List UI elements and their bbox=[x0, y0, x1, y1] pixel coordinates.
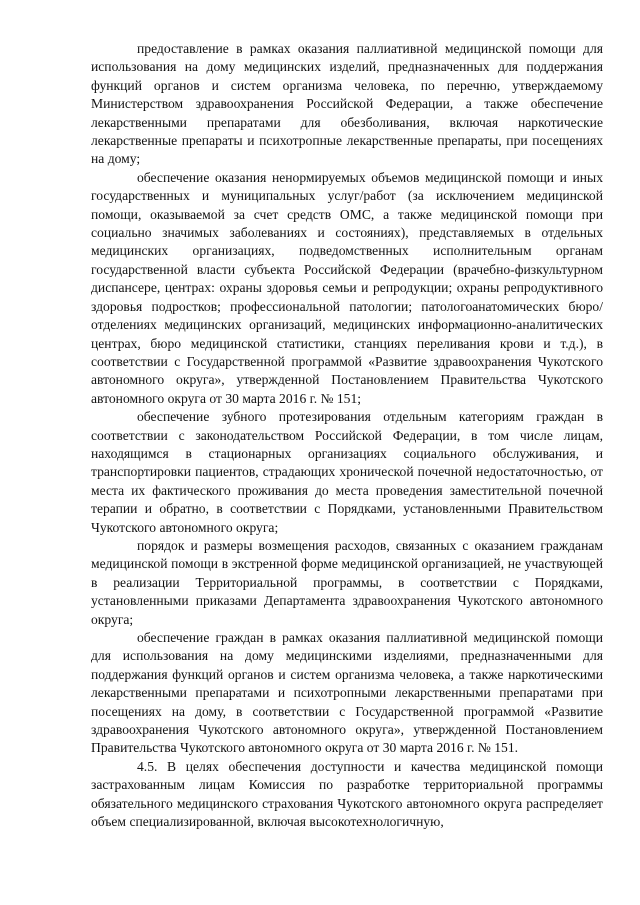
document-page bbox=[91, 40, 603, 831]
paragraph-palliative-devices: предоставление в рамках оказания паллиативной медицинской помощи для использования на дому медицинских изделий, предназначенных для поддержания функций органов и систем организма человека, по перечню, утверждаемому Министерством здравоохранения Российской Федерации, а также обеспечение лекарственными препаратами для обезболивания, включая наркотические лекарственные препараты и психотропные лекарственные препараты, при посещениях на дому; bbox=[91, 41, 603, 167]
paragraph-non-normed-volumes: обеспечение оказания ненормируемых объемов медицинской помощи и иных государственных и муниципальных услуг/работ (за исключением медицинской помощи, оказываемой за счет средств ОМС, а также медицинской помощи при социально значимых заболеваниях и состояниях), представляемых в отдельных медицинских организациях, подведомственных исполнительным органам государственной власти субъекта Российской Федерации (врачебно-физкультурном диспансере, центрах: охраны здоровья семьи и репродукции; охраны репродуктивного здоровья подростков; профессиональной патологии; патологоанатомических бюро/отделениях медицинских организаций, медицинских информационно-аналитических центрах, бюро медицинской статистики, станциях переливания крови и т.д.), в соответствии с Государственной программой «Развитие здравоохранения Чукотского автономного округа», утвержденной Постановлением Правительства Чукотского автономного округа от 30 марта 2016 г. № 151; bbox=[91, 169, 603, 406]
paragraph-dental-prosthetics: обеспечение зубного протезирования отдельным категориям граждан в соответствии с законодательством Российской Федерации, в том числе лицам, находящимся в стационарных организациях социального обслуживания, и транспортировки пациентов, страдающих хронической почечной недостаточностью, от места их фактического проживания до места проведения заместительной почечной терапии и обратно, в соответствии с Порядками, установленными Правительством Чукотского автономного округа; bbox=[91, 409, 603, 535]
paragraph-section-4-5: 4.5. В целях обеспечения доступности и качества медицинской помощи застрахованным лицам Комиссия по разработке территориальной программы обязательного медицинского страхования Чукотского автономного округа распределяет объем специализированной, включая высокотехнологичную, bbox=[91, 758, 603, 830]
paragraph-emergency-reimbursement: порядок и размеры возмещения расходов, связанных с оказанием гражданам медицинской помощи в экстренной форме медицинской организацией, не участвующей в реализации Территориальной программы, в соответствии с Порядками, установленными приказами Департамента здравоохранения Чукотского автономного округа; bbox=[91, 537, 603, 627]
paragraph-palliative-medical-products: обеспечение граждан в рамках оказания паллиативной медицинской помощи для использования на дому медицинскими изделиями, предназначенными для поддержания функций органов и систем организма человека, а также наркотическими лекарственными препаратами и психотропными лекарственными препаратами при посещениях на дому, в соответствии с Государственной программой «Развитие здравоохранения Чукотского автономного округа», утвержденной Постановлением Правительства Чукотского автономного округа от 30 марта 2016 г. № 151. bbox=[91, 630, 603, 756]
